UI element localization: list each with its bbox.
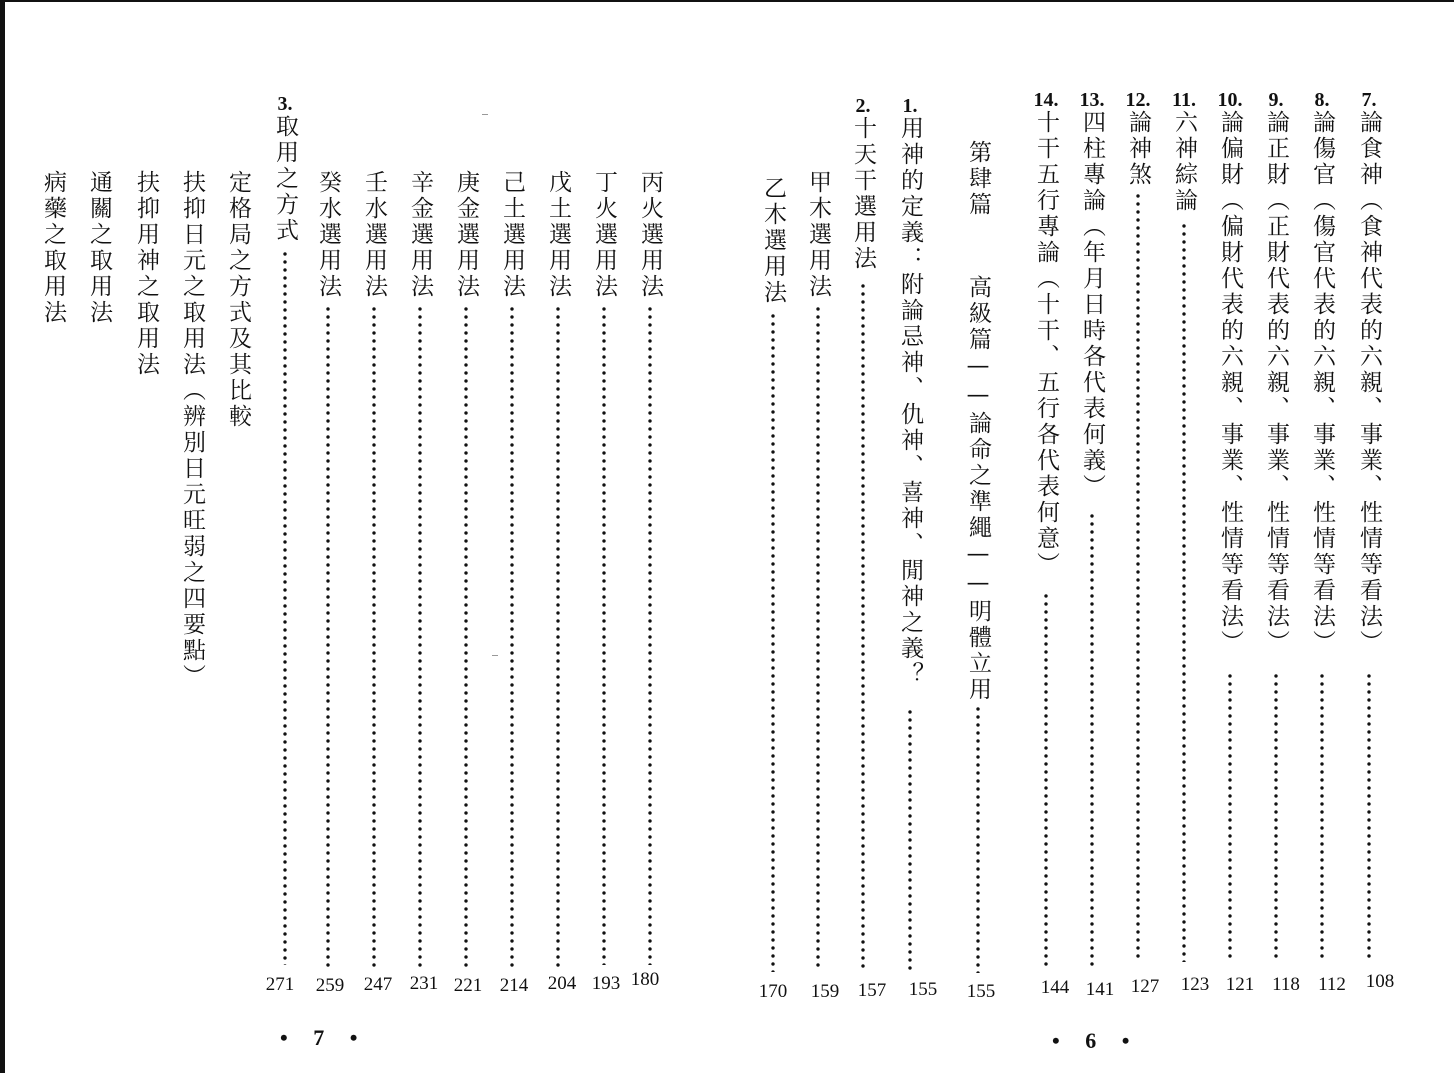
entry-title: 用神的定義：附論忌神、仇神、喜神、閒神之義？ <box>897 116 923 688</box>
page-number-3: 271 <box>265 974 295 995</box>
dot-leader <box>1228 672 1232 962</box>
folio-page-6: • 6 • <box>1052 1028 1140 1053</box>
entry-title: 扶抑日元之取用法（辨別日元旺弱之四要點） <box>179 170 205 690</box>
entry-title: 論神煞 <box>1125 110 1151 188</box>
dot-leader <box>372 305 376 967</box>
dot-leader <box>861 282 865 970</box>
dot-leader <box>418 305 422 967</box>
entry-title: 十干五行專論（十干、五行各代表何意） <box>1033 110 1059 578</box>
entry-title: 庚金選用法 <box>453 170 479 300</box>
entry-title: 乙木選用法 <box>760 176 786 306</box>
page-number-10: 121 <box>1225 974 1255 995</box>
dot-leader <box>1274 672 1278 962</box>
page-number-8: 112 <box>1318 974 1346 995</box>
page-number-7: 108 <box>1365 971 1395 992</box>
scan-border-top <box>0 0 1454 2</box>
page-number-11: 123 <box>1180 974 1210 995</box>
entry-title: 扶抑用神之取用法 <box>133 170 159 378</box>
dot-leader <box>283 250 287 965</box>
entry-title: 十天干選用法 <box>850 116 876 272</box>
entry-title: 壬水選用法 <box>361 170 387 300</box>
dot-leader <box>510 305 514 969</box>
scan-border-left <box>0 0 5 1073</box>
page-number-ding-fire: 193 <box>591 973 621 994</box>
dot-leader <box>1044 592 1048 967</box>
scan-speck <box>492 655 498 656</box>
dot-leader <box>816 305 820 970</box>
page-number-geng-metal: 221 <box>453 975 483 996</box>
entry-title: 戊土選用法 <box>545 170 571 300</box>
page-number-ren-water: 247 <box>363 974 393 995</box>
scan-speck <box>482 114 488 115</box>
page-number-wu-earth: 204 <box>547 973 577 994</box>
page-number-jia-wood: 159 <box>810 981 840 1002</box>
dot-leader <box>1136 192 1140 962</box>
page-number-yi-wood: 170 <box>758 981 788 1002</box>
dot-leader <box>1320 672 1324 962</box>
part-title: 高級篇——論命之準繩——明體立用 <box>965 275 991 703</box>
entry-title: 甲木選用法 <box>805 170 831 300</box>
entry-title: 論正財（正財代表的六親、事業、性情等看法） <box>1263 110 1289 656</box>
dot-leader <box>464 305 468 969</box>
page-number-bing-fire: 180 <box>630 969 660 990</box>
entry-title: 己土選用法 <box>499 170 525 300</box>
dot-leader <box>602 305 606 965</box>
entry-title: 通關之取用法 <box>86 170 112 326</box>
dot-leader <box>976 705 980 973</box>
page-number-13: 141 <box>1085 979 1115 1000</box>
entry-title: 取用之方式 <box>272 114 298 244</box>
dot-leader <box>556 305 560 967</box>
entry-title: 丁火選用法 <box>591 170 617 300</box>
entry-title: 丙火選用法 <box>637 170 663 300</box>
entry-title: 論偏財（偏財代表的六親、事業、性情等看法） <box>1217 110 1243 656</box>
page-number-xin-metal: 231 <box>409 973 439 994</box>
page-number-1: 155 <box>908 979 938 1000</box>
page-number-gui-water: 259 <box>315 975 345 996</box>
page-number-9: 118 <box>1272 974 1300 995</box>
page-number-2: 157 <box>857 980 887 1001</box>
dot-leader <box>1367 672 1371 962</box>
dot-leader <box>1182 222 1186 962</box>
dot-leader <box>648 305 652 965</box>
page-number-14: 144 <box>1040 977 1070 998</box>
page-number-part: 155 <box>966 981 996 1002</box>
page-number-ji-earth: 214 <box>499 975 529 996</box>
dot-leader <box>908 708 912 970</box>
page-number-12: 127 <box>1130 976 1160 997</box>
entry-title: 定格局之方式及其比較 <box>225 170 251 430</box>
entry-title: 六神綜論 <box>1171 110 1197 214</box>
folio-page-7: • 7 • <box>280 1025 368 1050</box>
dot-leader <box>1090 512 1094 967</box>
entry-title: 論食神（食神代表的六親、事業、性情等看法） <box>1356 110 1382 656</box>
dot-leader <box>326 305 330 967</box>
part-label: 第肆篇 <box>965 140 991 218</box>
entry-title: 病藥之取用法 <box>40 170 66 326</box>
entry-title: 四柱專論（年月日時各代表何義） <box>1079 110 1105 500</box>
entry-title: 癸水選用法 <box>315 170 341 300</box>
dot-leader <box>771 312 775 972</box>
entry-title: 辛金選用法 <box>407 170 433 300</box>
entry-title: 論傷官（傷官代表的六親、事業、性情等看法） <box>1309 110 1335 656</box>
